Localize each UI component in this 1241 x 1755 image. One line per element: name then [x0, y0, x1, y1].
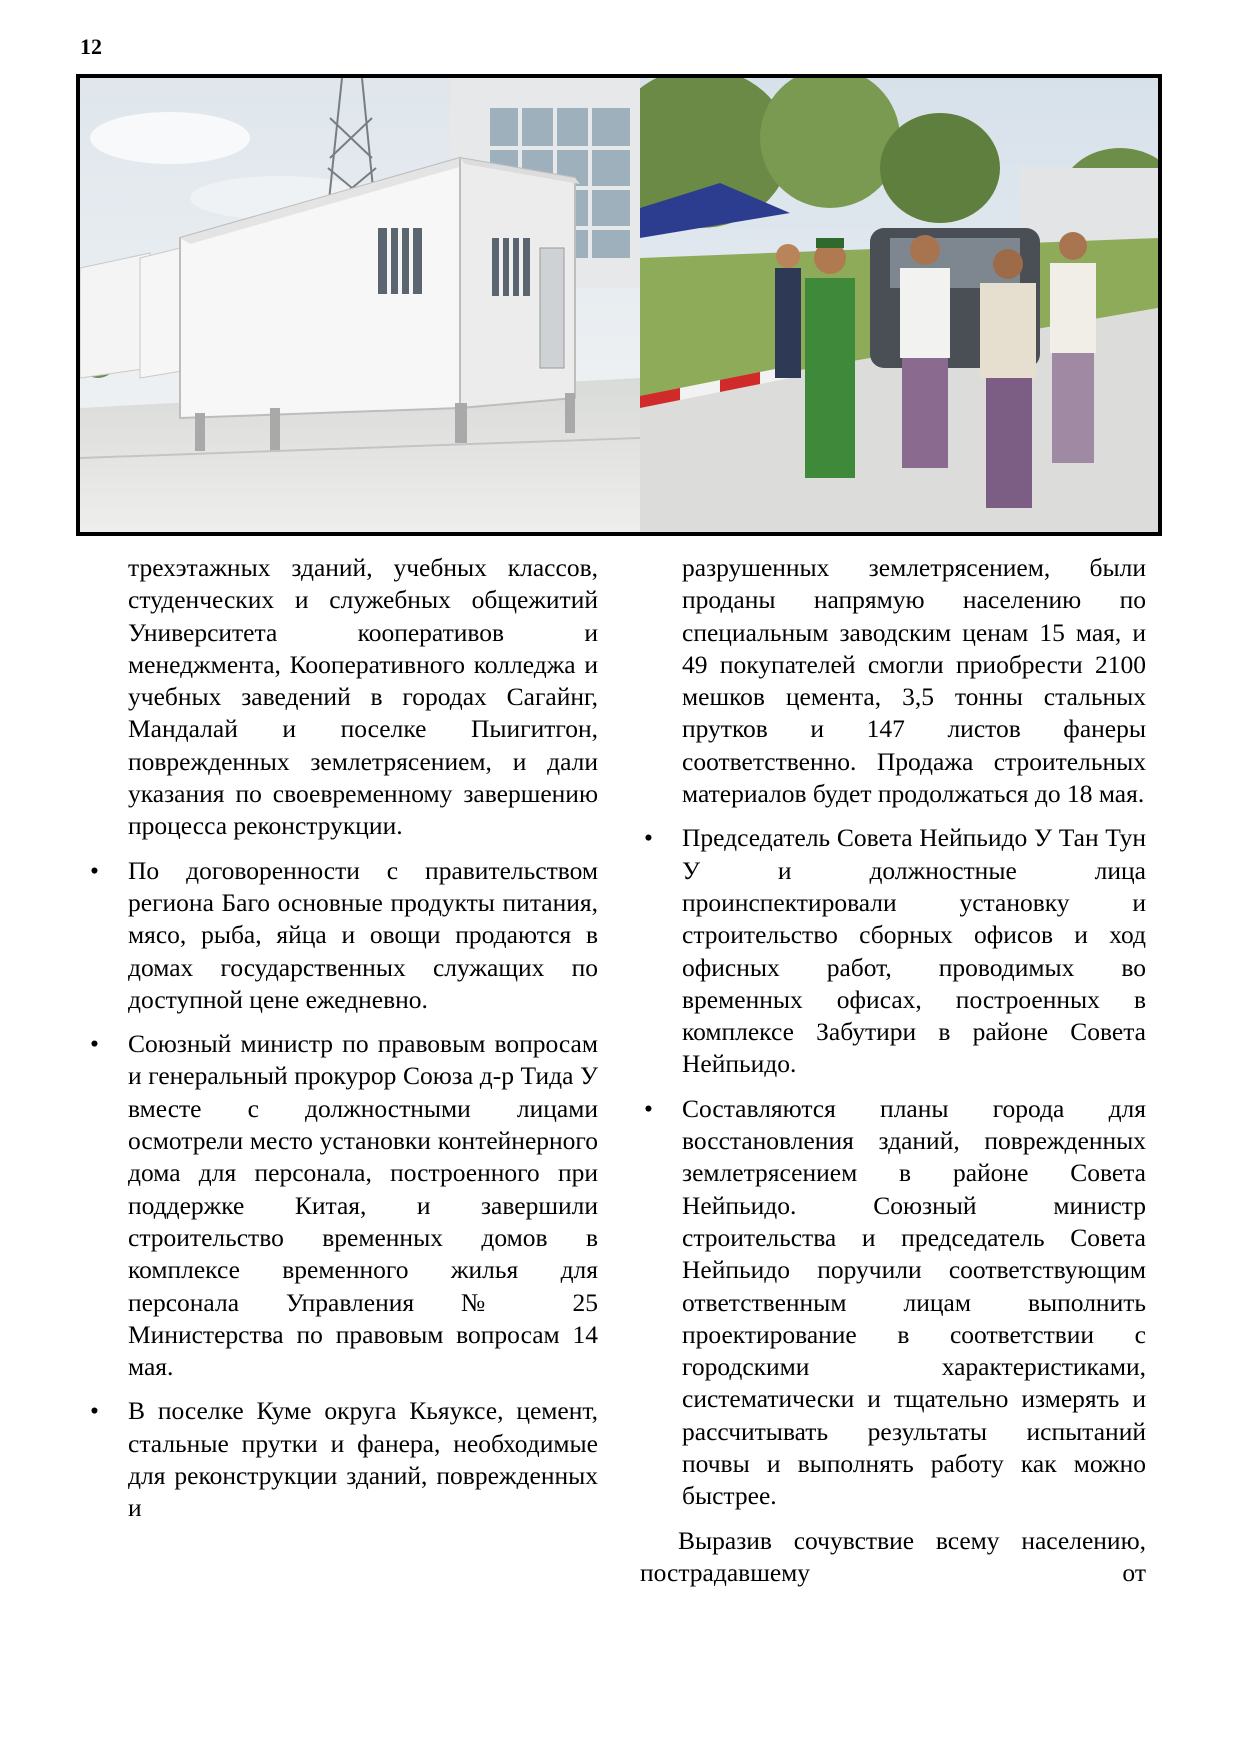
page-number: 12 [80, 34, 102, 59]
photo-strip [76, 74, 1162, 536]
kume-materials-bullet: • В поселке Куме округа Кьяуксе, цемент, стальные прутки и фанера, необходимые для реконструкции зданий, поврежденных и [86, 1395, 598, 1524]
city-plans-bullet: • Составляются планы города для восстановления зданий, поврежденных землетрясением в районе Совета Нейпьидо. Союзный министр строительства и председатель Совета Нейпьидо поручили соответствующим ответственным лицам выполнить проектирование в соответствии с городскими характеристиками, систематически и тщательно измерять и рассчитывать результаты испытаний почвы и выполнять работу как можно быстрее. [640, 1093, 1146, 1513]
right-continuation-paragraph: разрушенных землетрясением, были проданы напрямую населению по специальным заводским ценам 15 мая, и 49 покупателей смогли приобрести 2100 мешков цемента, 3,5 тонны стальных прутков и 147 листов фанеры соответственно. Продажа строительных материалов будет продолжаться до 18 мая. [682, 553, 1146, 809]
right-text-column [640, 552, 1146, 1589]
officials-inspection-photo [640, 78, 1158, 532]
sympathy-paragraph: Выразив сочувствие всему населению, пострадавшему от [640, 1525, 1146, 1587]
left-continuation-paragraph: трехэтажных зданий, учебных классов, студенческих и служебных общежитий Университета кооперативов и менеджмента, Кооперативного колледжа и учебных заведений в городах Сагайнг, Мандалай и поселке Пыигитгон, поврежденных землетрясением, и дали указания по своевременному завершению процесса реконструкции. [128, 553, 598, 841]
naypyitaw-offices-bullet: • Председатель Совета Нейпьидо У Тан Тун У и должностные лица проинспектировали установку и строительство сборных офисов и ход офисных работ, проводимых во временных офисах, построенных в комплексе Забутири в районе Совета Нейпьидо. [640, 822, 1146, 1080]
left-text-column [86, 552, 598, 1525]
bago-food-bullet: • По договоренности с правительством региона Баго основные продукты питания, мясо, рыба, яйца и овощи продаются в домах государственных служащих по доступной цене ежедневно. [86, 855, 598, 1016]
container-homes-photo [80, 78, 640, 532]
legal-affairs-housing-bullet: • Союзный министр по правовым вопросам и генеральный прокурор Союза д-р Тида У вместе с должностными лицами осмотрели место установки контейнерного дома для персонала, построенного при поддержке Китая, и завершили строительство временных домов в комплексе временного жилья для персонала Управления № 25 Министерства по правовым вопросам 14 мая. [86, 1028, 598, 1383]
